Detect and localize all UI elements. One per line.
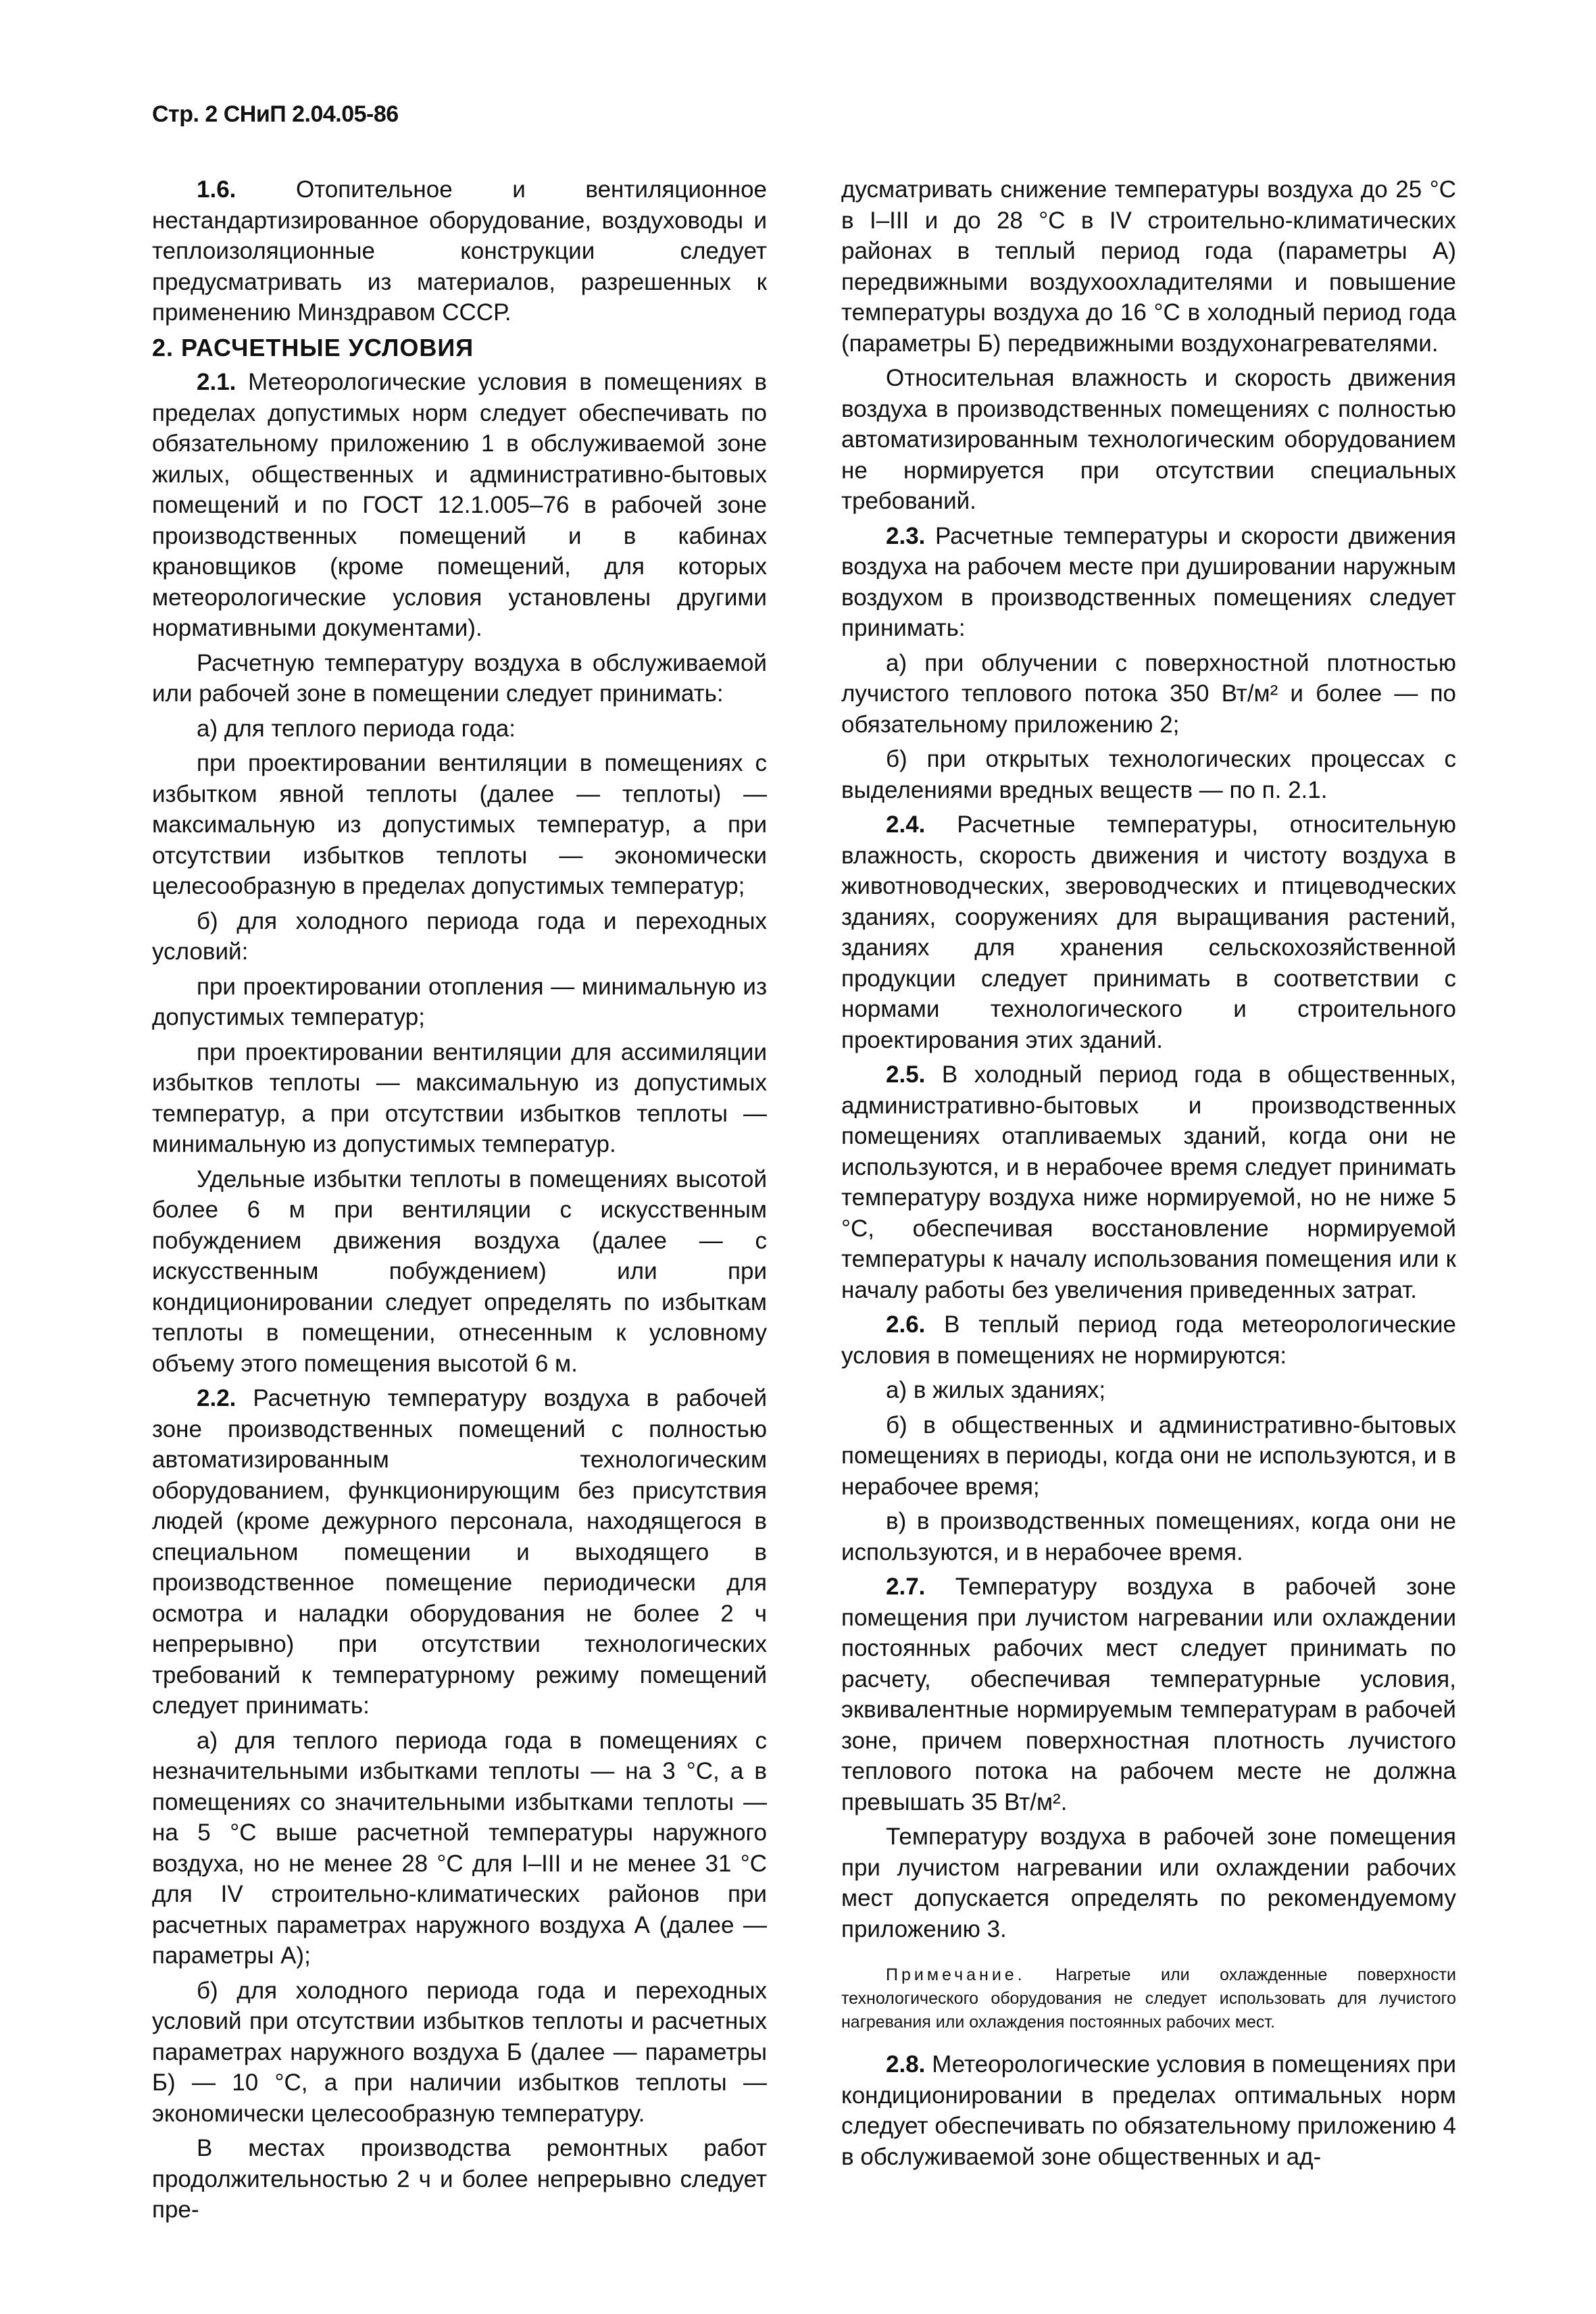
- paragraph-repair-continued: дусматривать снижение температуры воздуха до 25 °С в I–III и до 28 °С в IV строительно-климатических районах в теплый период года (параметры А) передвижными воздухоохладителями и повышение температуры воздуха до 16 °С в холодный период года (параметры Б) передвижными воздухонагревателями.: [841, 176, 1456, 357]
- paragraph-text: Расчетную температуру воздуха в рабочей зоне производственных помещений с полностью автоматизированным технологическим оборудованием, функционирующим без присутствия людей (кроме дежурного персонала, находящегося в специальном помещении и выходящего в производственное помещение периодически для осмотра и наладки оборудования не более 2 ч непрерывно) при отсутствии технологических требований к температурному режиму помещений следует принимать:: [152, 1385, 767, 1719]
- paragraph-2-4: [841, 809, 1456, 1055]
- paragraph-vent-design: при проектировании вентиляции в помещениях с избытком явной теплоты (далее — теплоты) — максимальную из допустимых температур, а при отсутствии избытков теплоты — экономически целесообразную в пределах допустимых температур;: [152, 750, 767, 899]
- paragraph-2-1: [152, 367, 767, 644]
- section-title: 2. РАСЧЕТНЫЕ УСЛОВИЯ: [152, 333, 474, 361]
- paragraph-text: Расчетные температуры и скорости движения воздуха на рабочем месте при душировании наружным воздухом в производственных помещениях следует принимать:: [841, 522, 1456, 641]
- note-label: Примечание.: [886, 1965, 1026, 1984]
- clause-number: 2.7.: [886, 1574, 926, 1600]
- paragraph-humidity: Относительная влажность и скорость движения воздуха в производственных помещениях с полностью автоматизированным технологическим оборудованием не нормируется при отсутствии специальных требований.: [841, 365, 1456, 514]
- clause-number: 2.8.: [886, 2051, 926, 2078]
- paragraph-2-5: [841, 1059, 1456, 1305]
- item-2-6-a: а) в жилых зданиях;: [886, 1377, 1106, 1403]
- item-b-cold-period: б) для холодного периода года и переходных условий:: [152, 907, 767, 965]
- right-column: [841, 174, 1456, 2176]
- paragraph-vent-assimilation: при проектировании вентиляции для ассимиляции избытков теплоты — максимальную из допустимых температур, а при отсутствии избытков теплоты — минимальную из допустимых температур.: [152, 1038, 767, 1157]
- clause-number: 2.4.: [886, 811, 926, 838]
- clause-number: 1.6.: [197, 176, 236, 203]
- paragraph-2-6: [841, 1309, 1456, 1371]
- paragraph-heating: при проектировании отопления — минимальную из допустимых температур;: [152, 973, 767, 1030]
- note: [841, 1963, 1456, 2034]
- item-2-6-c: в) в производственных помещениях, когда они не используются, и в нерабочее время.: [841, 1508, 1456, 1565]
- paragraph-repair: В местах производства ремонтных работ продолжительностью 2 ч и более непрерывно следует пре-: [152, 2135, 767, 2223]
- note-text: Нагретые или охлажденные поверхности технологического оборудования не следует использовать для лучистого нагревания или охлаждения постоянных рабочих мест.: [841, 1965, 1456, 2032]
- paragraph-2-7: [841, 1571, 1456, 1817]
- clause-number: 2.5.: [886, 1061, 926, 1088]
- paragraph-specific-heat: Удельные избытки теплоты в помещениях высотой более 6 м при вентиляции с искусственным побуждением движения воздуха (далее — с искусственным побуждением) или при кондиционировании следует определять по избыткам теплоты в помещении, отнесенным к условному объему этого помещения высотой 6 м.: [152, 1165, 767, 1377]
- paragraph-air-temp: Температуру воздуха в рабочей зоне помещения при лучистом нагревании или охлаждении рабочих мест допускается определять по рекомендуемому приложению 3.: [841, 1823, 1456, 1942]
- item-2-2-b: б) для холодного периода года и переходных условий при отсутствии избытков теплоты и расчетных параметрах наружного воздуха Б (далее — параметры Б) — 10 °С, а при наличии избытков теплоты — экономически целесообразную температуру.: [152, 1977, 767, 2127]
- item-2-3-a: а) при облучении с поверхностной плотностью лучистого теплового потока 350 Вт/м² и более — по обязательному приложению 2;: [841, 649, 1456, 738]
- paragraph-text: Метеорологические условия в помещениях в пределах допустимых норм следует обеспечивать по обязательному приложению 1 в обслуживаемой зоне жилых, общественных и административно-бытовых помещений и по ГОСТ 12.1.005–76 в рабочей зоне производственных помещений и в кабинах крановщиков (кроме помещений, для которых метеорологические условия установлены другими нормативными документами).: [152, 369, 767, 641]
- paragraph-2-3: [841, 521, 1456, 644]
- paragraph-text: В теплый период года метеорологические условия в помещениях не нормируются:: [841, 1311, 1456, 1369]
- paragraph-text: Температуру воздуха в рабочей зоне помещения при лучистом нагревании или охлаждении постоянных рабочих мест следует принимать по расчету, обеспечивая температурные условия, эквивалентные нормируемым температурам в рабочей зоне, причем поверхностная плотность лучистого теплового потока на рабочем месте не должна превышать 35 Вт/м².: [841, 1574, 1456, 1815]
- left-column: [152, 174, 767, 2230]
- paragraph-text: Расчетные температуры, относительную влажность, скорость движения и чистоту воздуха в животноводческих, звероводческих и птицеводческих зданиях, сооружениях для выращивания растений, зданиях для хранения сельскохозяйственной продукции следует принимать в соответствии с нормами технологического и строительного проектирования этих зданий.: [841, 811, 1456, 1053]
- paragraph-text: В холодный период года в общественных, административно-бытовых и производственных помещениях отапливаемых зданий, когда они не используются, и в нерабочее время следует принимать температуру воздуха ниже нормируемой, но не ниже 5 °С, обеспечивая восстановление нормируемой температуры к началу использования помещения или к началу работы без увеличения приведенных затрат.: [841, 1061, 1456, 1303]
- clause-number: 2.1.: [197, 369, 236, 395]
- clause-number: 2.6.: [886, 1311, 926, 1338]
- paragraph-2-8: [841, 2049, 1456, 2172]
- paragraph-2-2: [152, 1383, 767, 1721]
- paragraph-text: Метеорологические условия в помещениях при кондиционировании в пределах оптимальных норм следует обеспечивать по обязательному приложению 4 в обслуживаемой зоне общественных и ад-: [841, 2051, 1456, 2170]
- page-header: Стр. 2 СНиП 2.04.05-86: [152, 101, 399, 127]
- paragraph-text: Отопительное и вентиляционное нестандартизированное оборудование, воздуховоды и теплоизоляционные конструкции следует предусматривать из материалов, разрешенных к применению Минздравом СССР.: [152, 176, 767, 326]
- item-2-2-a: а) для теплого периода года в помещениях с незначительными избытками теплоты — на 3 °С, а в помещениях со значительными избытками теплоты — на 5 °С выше расчетной температуры наружного воздуха, но не менее 28 °С для I–III и не менее 31 °С для IV строительно-климатических районов при расчетных параметрах наружного воздуха А (далее — параметры А);: [152, 1727, 767, 1969]
- clause-number: 2.3.: [886, 522, 926, 549]
- clause-number: 2.2.: [197, 1385, 236, 1411]
- item-2-3-b: б) при открытых технологических процессах с выделениями вредных веществ — по п. 2.1.: [841, 746, 1456, 803]
- item-a-warm-period: а) для теплого периода года:: [197, 715, 516, 742]
- item-2-6-b: б) в общественных и административно-бытовых помещениях в периоды, когда они не используются, и в нерабочее время;: [841, 1411, 1456, 1500]
- paragraph-1-6: [152, 174, 767, 328]
- paragraph-calc-temp: Расчетную температуру воздуха в обслуживаемой или рабочей зоне в помещении следует принимать:: [152, 649, 767, 707]
